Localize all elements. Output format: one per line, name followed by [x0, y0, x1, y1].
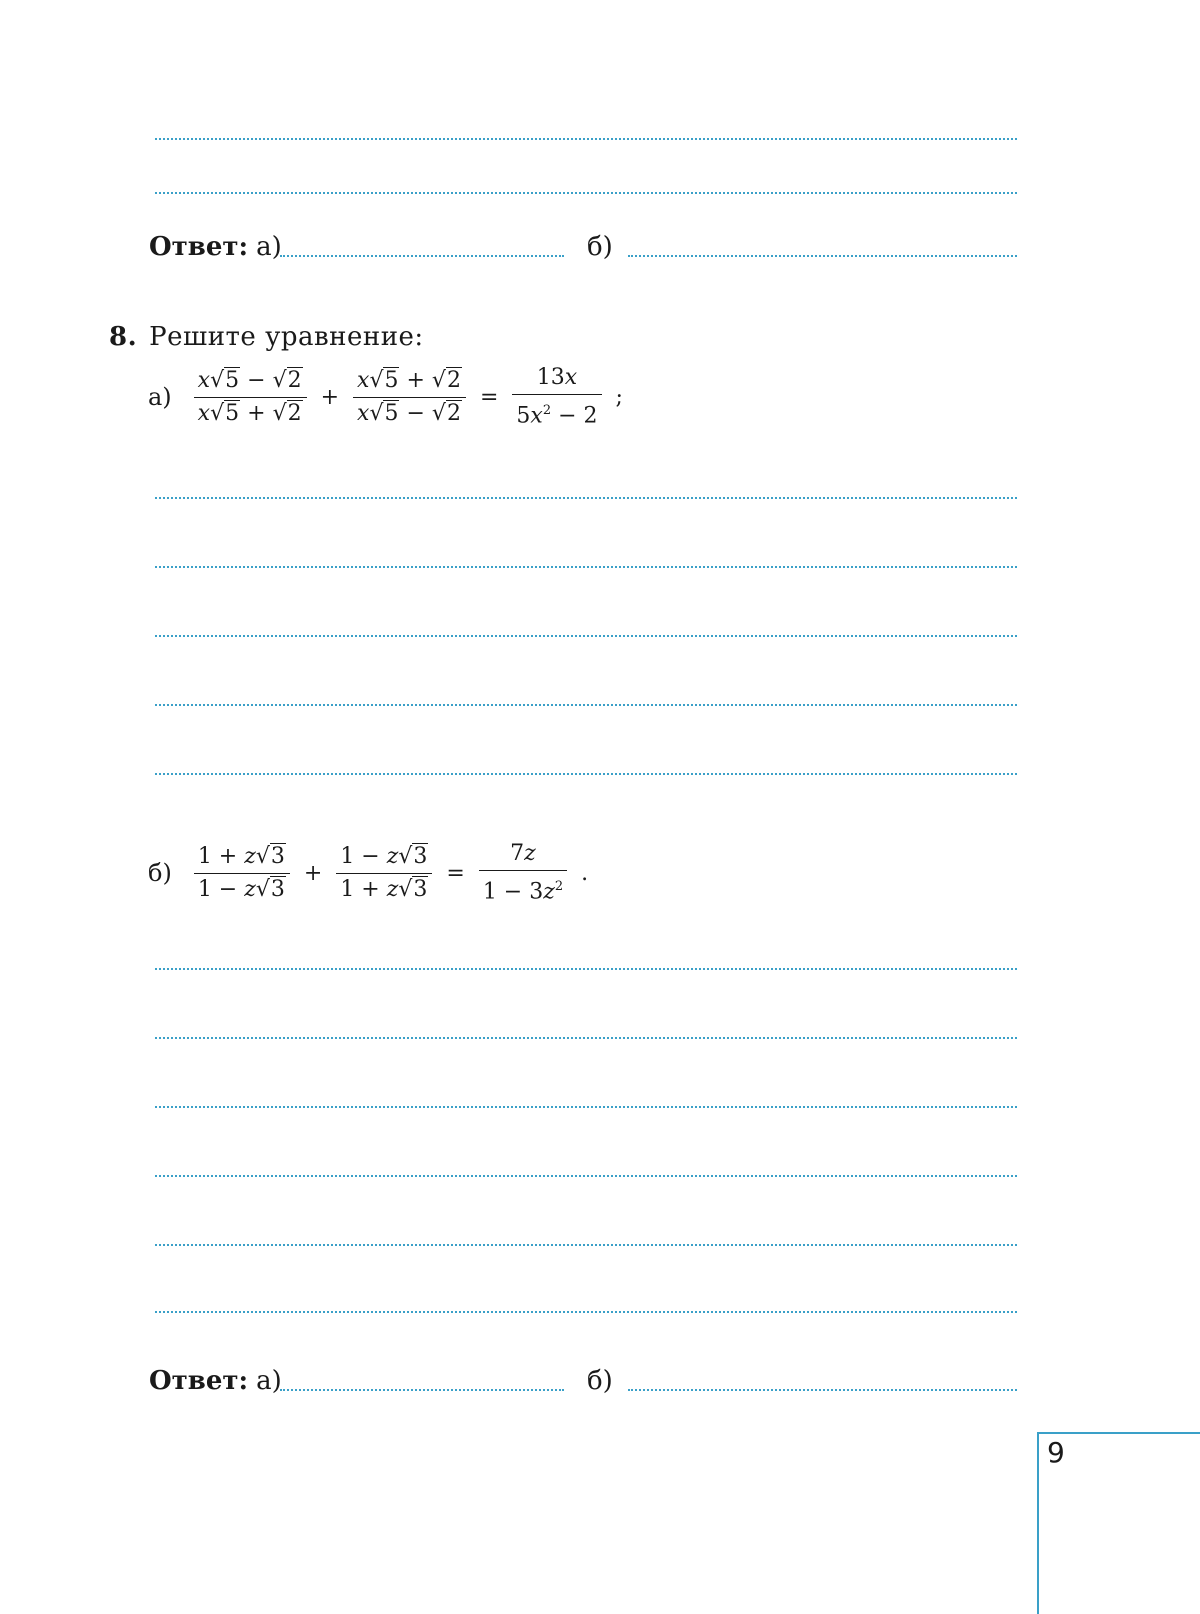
equals-sign: = — [446, 860, 465, 886]
work-line[interactable] — [155, 1175, 1017, 1177]
plus-sign: + — [320, 384, 340, 410]
work-line[interactable] — [155, 138, 1017, 140]
answer-row-bottom — [149, 1366, 282, 1396]
answer-part-a-label: а) — [256, 232, 282, 262]
answer-b-field[interactable] — [628, 1389, 1017, 1391]
equals-sign: = — [479, 384, 499, 410]
work-line[interactable] — [155, 1311, 1017, 1313]
work-line[interactable] — [155, 968, 1017, 970]
task-heading — [109, 322, 424, 352]
work-line[interactable] — [155, 1037, 1017, 1039]
answer-a-field[interactable] — [280, 255, 564, 257]
equation-b-end: . — [581, 860, 589, 886]
answer-part-a-label: а) — [256, 1366, 282, 1396]
answer-row-top — [149, 232, 282, 262]
work-line[interactable] — [155, 497, 1017, 499]
fraction-b2: $\frac{1 - z√3}{1 + z√3}$ — [336, 841, 432, 906]
work-line[interactable] — [155, 773, 1017, 775]
work-line[interactable] — [155, 1106, 1017, 1108]
equation-a — [148, 362, 623, 432]
fraction-b1: $\frac{1 + z√3}{1 - z√3}$ — [194, 841, 290, 906]
answer-part-b-label: б) — [587, 232, 613, 262]
answer-label: Ответ: — [149, 1366, 249, 1396]
page-number: 9 — [1047, 1436, 1065, 1469]
answer-a-field[interactable] — [280, 1389, 564, 1391]
plus-sign: + — [303, 860, 323, 886]
task-number: 8. — [109, 322, 138, 352]
work-line[interactable] — [155, 192, 1017, 194]
equation-a-label: а) — [148, 383, 172, 412]
answer-label: Ответ: — [149, 232, 249, 262]
work-line[interactable] — [155, 1244, 1017, 1246]
page-number-box — [1037, 1432, 1200, 1614]
fraction-a-rhs: $\frac{13x}{5x^2 - 2}$ — [512, 362, 601, 432]
answer-b-field[interactable] — [628, 255, 1017, 257]
equation-a-end: ; — [615, 384, 623, 410]
work-line[interactable] — [155, 566, 1017, 568]
fraction-a2: $\frac{x√5 + √2}{x√5 - √2}$ — [353, 365, 466, 430]
fraction-b-rhs: $\frac{7z}{1 - 3z^2}$ — [479, 838, 567, 908]
work-line[interactable] — [155, 704, 1017, 706]
task-prompt: Решите уравнение: — [149, 322, 424, 352]
fraction-a1: $\frac{x√5 - √2}{x√5 + √2}$ — [194, 365, 307, 430]
work-line[interactable] — [155, 635, 1017, 637]
answer-part-b-label: б) — [587, 1366, 613, 1396]
equation-b — [148, 838, 588, 908]
equation-b-label: б) — [148, 859, 172, 888]
